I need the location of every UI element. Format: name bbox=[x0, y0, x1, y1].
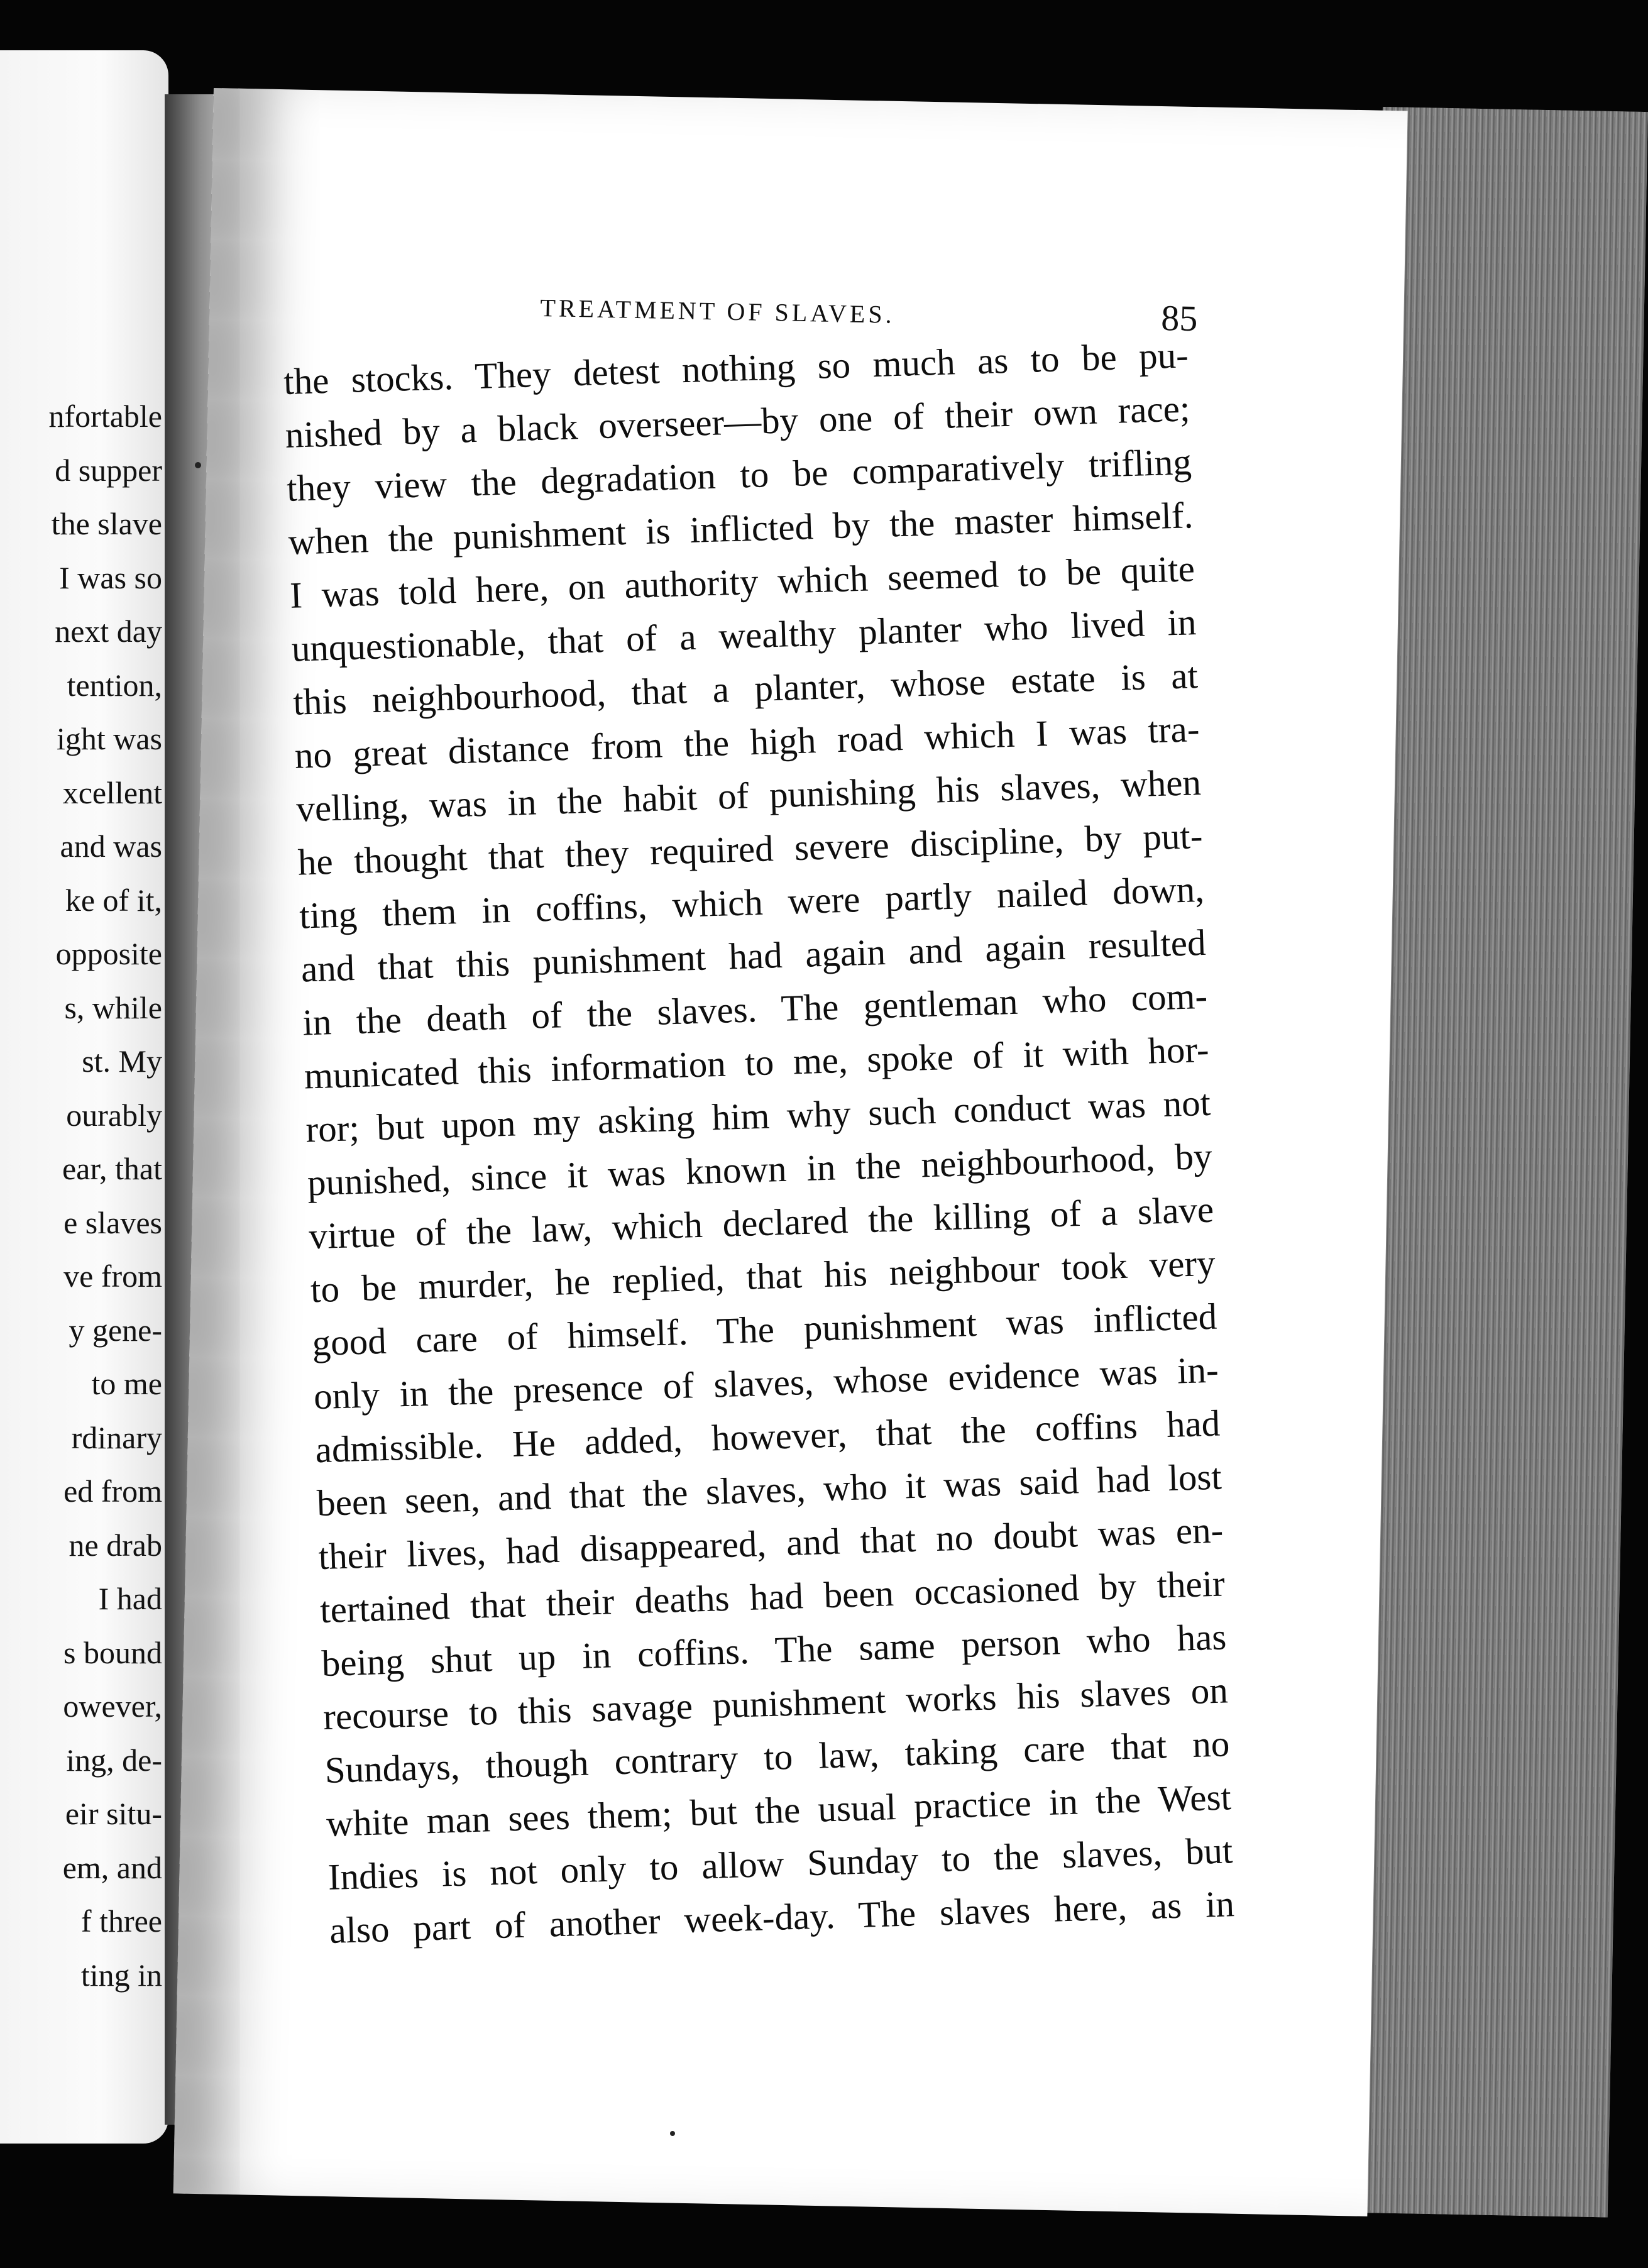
left-line: ourably bbox=[66, 1097, 162, 1133]
left-line: opposite bbox=[55, 936, 162, 971]
left-line: owever, bbox=[63, 1688, 162, 1724]
left-line: ed from bbox=[63, 1473, 162, 1509]
left-line: ve from bbox=[63, 1258, 162, 1294]
text-line: ting them in coffins, which were partly nailed down, bbox=[299, 867, 1205, 937]
ink-speck bbox=[670, 2131, 675, 2136]
text-line: virtue of the law, which declared the killing of a slave bbox=[308, 1188, 1214, 1257]
text-line: to be murder, he replied, that his neighbour took very bbox=[310, 1241, 1216, 1311]
text-line: ror; but upon my asking him why such conduct was not bbox=[305, 1081, 1211, 1150]
text-line: in the death of the slaves. The gentleman who com- bbox=[302, 974, 1208, 1043]
left-line: to me bbox=[91, 1366, 162, 1401]
text-line: unquestionable, that of a wealthy planter who lived in bbox=[290, 601, 1197, 669]
left-line: and was bbox=[60, 828, 162, 864]
left-line: rdinary bbox=[71, 1419, 162, 1455]
page-number: 85 bbox=[1160, 297, 1198, 339]
text-line: tertained that their deaths had been occasioned by their bbox=[319, 1562, 1226, 1631]
text-line: the stocks. They detest nothing so much as to be pu- bbox=[283, 334, 1189, 402]
left-page bbox=[0, 50, 168, 2144]
left-page-text bbox=[49, 390, 162, 2002]
text-line: when the punishment is inflicted by the master himself. bbox=[287, 494, 1194, 563]
left-line: I had bbox=[98, 1581, 162, 1616]
text-line: been seen, and that the slaves, who it was said had lost bbox=[316, 1455, 1222, 1524]
text-line: punished, since it was known in the neighbourhood, by bbox=[307, 1135, 1213, 1204]
text-line: nished by a black overseer—by one of their own race; bbox=[284, 387, 1191, 456]
text-line: good care of himself. The punishment was inflicted bbox=[311, 1295, 1217, 1364]
left-line: the slave bbox=[51, 506, 162, 541]
left-line: tention, bbox=[67, 667, 162, 703]
running-head: TREATMENT OF SLAVES. bbox=[540, 293, 896, 329]
text-line: being shut up in coffins. The same person who has bbox=[321, 1616, 1228, 1685]
text-line: municated this information to me, spoke of it with hor- bbox=[304, 1028, 1210, 1097]
left-line: nfortable bbox=[48, 399, 162, 434]
left-line: I was so bbox=[59, 559, 162, 595]
text-line: also part of another week-day. The slaves here, as in bbox=[329, 1883, 1235, 1951]
text-line: white man sees them; but the usual practice in the West bbox=[326, 1776, 1232, 1844]
left-line: st. My bbox=[82, 1043, 162, 1079]
text-line: admissible. He added, however, that the coffins had bbox=[314, 1402, 1221, 1471]
left-line: ing, de- bbox=[66, 1742, 162, 1778]
left-line: xcellent bbox=[62, 774, 162, 810]
left-line: s, while bbox=[64, 989, 162, 1025]
left-line: ight was bbox=[56, 721, 162, 756]
left-line: next day bbox=[55, 614, 162, 649]
left-line: e slaves bbox=[63, 1204, 162, 1240]
text-line: and that this punishment had again and again resulted bbox=[300, 921, 1207, 990]
text-line: this neighbourhood, that a planter, whose estate is at bbox=[292, 654, 1199, 723]
left-line: d supper bbox=[55, 452, 162, 488]
text-line: Indies is not only to allow Sunday to the slaves, but bbox=[327, 1829, 1234, 1898]
text-line: he thought that they required severe discipline, by put- bbox=[297, 814, 1204, 883]
left-line: ke of it, bbox=[65, 882, 162, 918]
ink-speck bbox=[195, 462, 201, 468]
text-line: no great distance from the high road which I was tra- bbox=[294, 708, 1200, 776]
text-line: I was told here, on authority which seemed to be quite bbox=[289, 548, 1195, 616]
left-line: ting in bbox=[80, 1957, 162, 1993]
left-line: f three bbox=[80, 1903, 162, 1939]
body-text bbox=[283, 328, 1235, 1957]
text-line: only in the presence of slaves, whose evidence was in- bbox=[313, 1348, 1219, 1418]
text-line: recourse to this savage punishment works his slaves on bbox=[322, 1669, 1229, 1738]
text-line: their lives, had disappeared, and that no doubt was en- bbox=[317, 1509, 1224, 1578]
text-line: velling, was in the habit of punishing his slaves, when bbox=[295, 761, 1202, 830]
left-line: eir situ- bbox=[65, 1796, 162, 1831]
left-line: em, and bbox=[62, 1849, 162, 1885]
left-line: s bound bbox=[63, 1634, 162, 1670]
left-line: ear, that bbox=[62, 1151, 162, 1186]
left-line: y gene- bbox=[69, 1312, 162, 1348]
left-line: ne drab bbox=[69, 1527, 162, 1563]
text-line: they view the degradation to be comparatively trifling bbox=[286, 441, 1192, 509]
text-line: Sundays, though contrary to law, taking care that no bbox=[324, 1722, 1231, 1791]
